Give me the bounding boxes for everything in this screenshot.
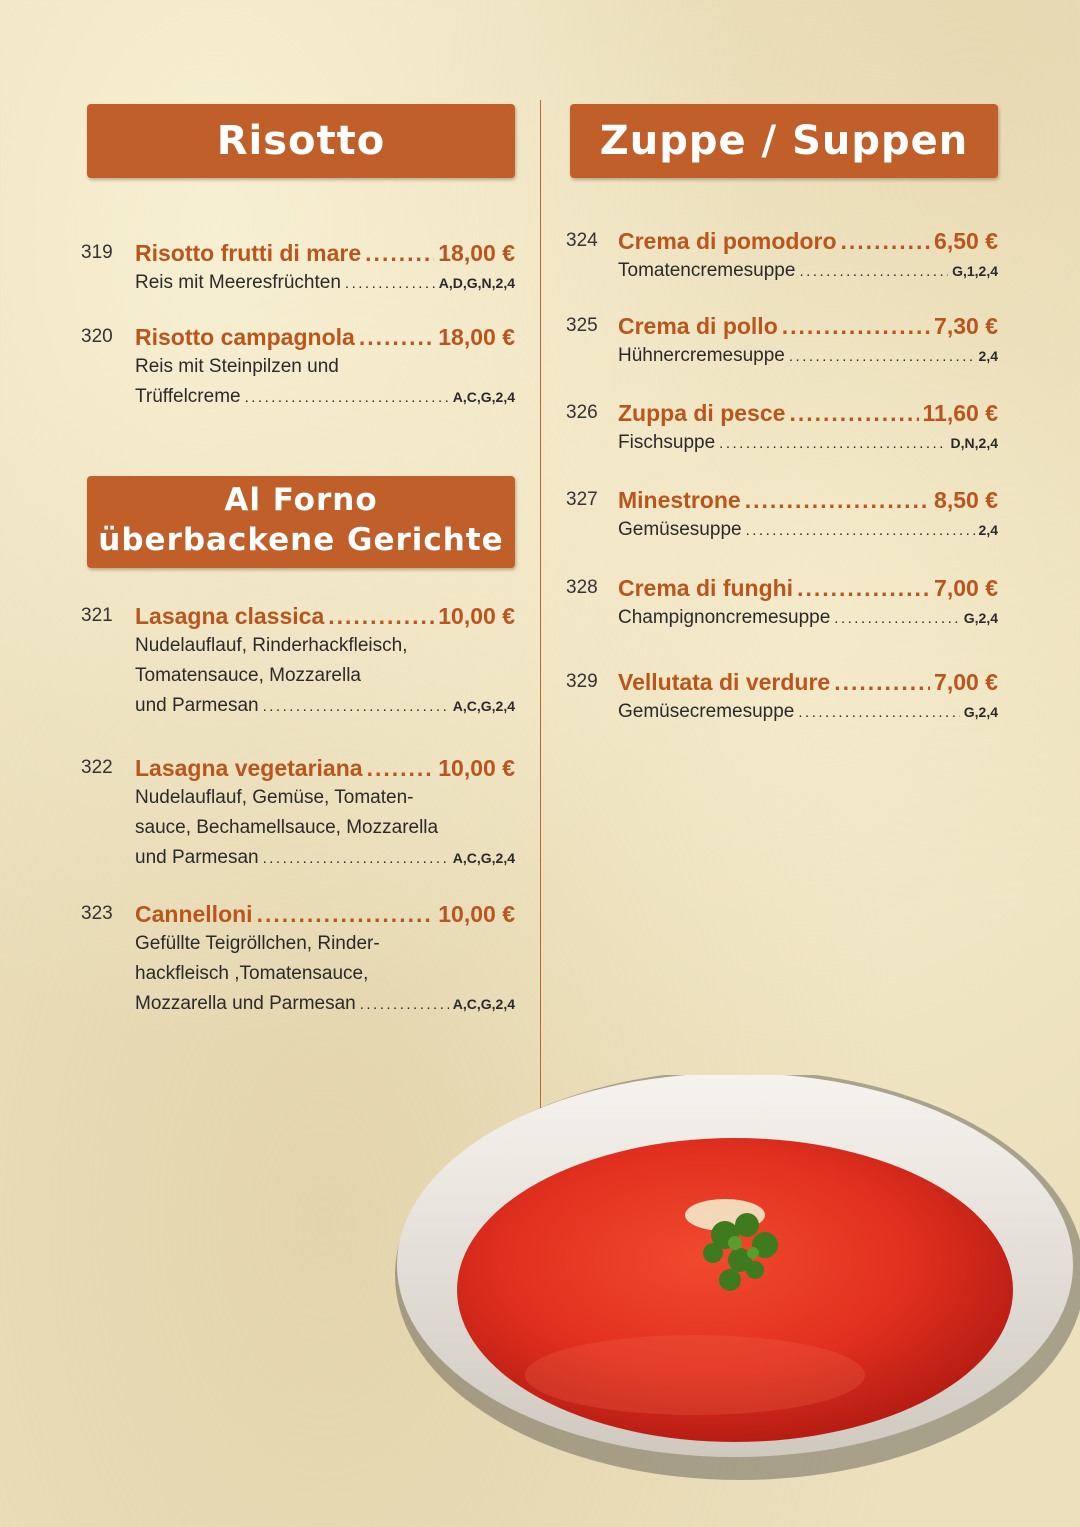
menu-item bbox=[81, 238, 515, 299]
item-number: 326 bbox=[566, 402, 598, 423]
leader-dots bbox=[360, 990, 449, 1020]
item-price: 8,50 € bbox=[934, 487, 998, 513]
item-description: Nudelauflauf, Gemüse, Tomaten- bbox=[135, 787, 414, 808]
item-description: Reis mit Meeresfrüchten bbox=[135, 272, 341, 293]
item-body bbox=[618, 226, 998, 287]
item-name: Lasagna classica bbox=[135, 603, 325, 629]
item-price: 18,00 € bbox=[438, 240, 515, 266]
allergen-codes: G,1,2,4 bbox=[952, 263, 998, 279]
item-name: Minestrone bbox=[618, 487, 741, 513]
item-title-line bbox=[135, 899, 515, 929]
item-description: Gefüllte Teigröllchen, Rinder- bbox=[135, 933, 380, 954]
tomato-soup-bowl-photo bbox=[395, 1075, 1080, 1527]
item-description: Gemüsecremesuppe bbox=[618, 701, 795, 722]
allergen-codes: D,N,2,4 bbox=[950, 435, 998, 451]
menu-item bbox=[566, 485, 998, 546]
item-number: 329 bbox=[566, 671, 598, 692]
item-description-last bbox=[135, 843, 515, 874]
item-description-last bbox=[618, 603, 998, 634]
menu-item bbox=[81, 322, 515, 413]
item-price: 7,30 € bbox=[934, 313, 998, 339]
item-title-line bbox=[135, 753, 515, 783]
item-price: 6,50 € bbox=[934, 228, 998, 254]
menu-item bbox=[566, 573, 998, 634]
item-body bbox=[618, 573, 998, 634]
item-number: 324 bbox=[566, 230, 598, 251]
leader-dots bbox=[359, 322, 434, 352]
leader-dots bbox=[745, 485, 930, 515]
leader-dots bbox=[841, 226, 931, 256]
item-number: 328 bbox=[566, 577, 598, 598]
item-title-line bbox=[618, 226, 998, 256]
item-description-last bbox=[618, 428, 998, 459]
item-name: Crema di pollo bbox=[618, 313, 778, 339]
item-description-last bbox=[135, 268, 515, 299]
risotto-items bbox=[81, 238, 515, 438]
al-forno-subtitle: überbackene Gerichte bbox=[98, 522, 504, 558]
leader-dots bbox=[834, 667, 930, 697]
leader-dots bbox=[799, 257, 948, 287]
suppen-banner: Zuppe / Suppen bbox=[570, 104, 998, 178]
suppen-section bbox=[570, 104, 998, 178]
leader-dots bbox=[328, 601, 434, 631]
item-body bbox=[135, 753, 515, 874]
al-forno-banner bbox=[87, 476, 515, 568]
item-body bbox=[135, 322, 515, 413]
item-description: und Parmesan bbox=[135, 847, 259, 868]
leader-dots bbox=[789, 398, 918, 428]
item-body bbox=[135, 601, 515, 722]
item-title-line bbox=[135, 601, 515, 631]
item-price: 7,00 € bbox=[934, 575, 998, 601]
leader-dots bbox=[746, 516, 975, 546]
item-name: Crema di pomodoro bbox=[618, 228, 837, 254]
item-body bbox=[135, 899, 515, 1020]
allergen-codes: A,C,G,2,4 bbox=[452, 996, 515, 1012]
item-price: 10,00 € bbox=[438, 901, 515, 927]
item-description: Nudelauflauf, Rinderhackfleisch, bbox=[135, 635, 408, 656]
item-name: Risotto frutti di mare bbox=[135, 240, 362, 266]
allergen-codes: 2,4 bbox=[978, 348, 998, 364]
allergen-codes: A,C,G,2,4 bbox=[452, 389, 515, 405]
menu-item bbox=[81, 753, 515, 874]
menu-item bbox=[566, 226, 998, 287]
item-title-line bbox=[618, 667, 998, 697]
item-number: 325 bbox=[566, 315, 598, 336]
item-description: Reis mit Steinpilzen und bbox=[135, 356, 339, 377]
item-number: 320 bbox=[81, 326, 113, 347]
leader-dots bbox=[797, 573, 930, 603]
item-name: Zuppa di pesce bbox=[618, 400, 786, 426]
item-description: Tomatencremesuppe bbox=[618, 260, 796, 281]
item-number: 321 bbox=[81, 605, 113, 626]
item-body bbox=[135, 238, 515, 299]
leader-dots bbox=[789, 342, 975, 372]
item-description: Tomatensauce, Mozzarella bbox=[135, 665, 361, 686]
item-description: Gemüsesuppe bbox=[618, 519, 742, 540]
risotto-banner: Risotto bbox=[87, 104, 515, 178]
allergen-codes: A,D,G,N,2,4 bbox=[438, 275, 515, 291]
leader-dots bbox=[245, 383, 449, 413]
item-title-line bbox=[618, 398, 998, 428]
item-description: Champignoncremesuppe bbox=[618, 607, 831, 628]
item-title-line bbox=[135, 322, 515, 352]
leader-dots bbox=[263, 844, 449, 874]
item-name: Lasagna vegetariana bbox=[135, 755, 363, 781]
allergen-codes: G,2,4 bbox=[963, 610, 998, 626]
allergen-codes: A,C,G,2,4 bbox=[452, 698, 515, 714]
al-forno-title: Al Forno bbox=[224, 482, 378, 518]
al-forno-section bbox=[87, 476, 515, 568]
item-title-line bbox=[618, 573, 998, 603]
leader-dots bbox=[834, 604, 959, 634]
item-title-line bbox=[135, 238, 515, 268]
item-description-last bbox=[618, 697, 998, 728]
item-description: Trüffelcreme bbox=[135, 386, 241, 407]
item-title-line bbox=[618, 485, 998, 515]
menu-item bbox=[566, 311, 998, 372]
suppen-items bbox=[566, 226, 998, 746]
item-description-last bbox=[135, 989, 515, 1020]
item-description: hackfleisch ,Tomatensauce, bbox=[135, 963, 369, 984]
item-body bbox=[618, 398, 998, 459]
menu-item bbox=[566, 667, 998, 728]
item-description: Fischsuppe bbox=[618, 432, 716, 453]
item-description-last bbox=[135, 691, 515, 722]
item-price: 7,00 € bbox=[934, 669, 998, 695]
item-description-last bbox=[618, 515, 998, 546]
item-number: 323 bbox=[81, 903, 113, 924]
item-number: 319 bbox=[81, 242, 113, 263]
leader-dots bbox=[719, 429, 946, 459]
item-price: 10,00 € bbox=[438, 603, 515, 629]
leader-dots bbox=[367, 753, 435, 783]
al-forno-items bbox=[81, 601, 515, 1041]
leader-dots bbox=[345, 269, 435, 299]
menu-item bbox=[81, 899, 515, 1020]
item-description-last bbox=[135, 382, 515, 413]
leader-dots bbox=[257, 899, 435, 929]
leader-dots bbox=[798, 698, 959, 728]
item-name: Risotto campagnola bbox=[135, 324, 355, 350]
leader-dots bbox=[365, 238, 434, 268]
item-name: Vellutata di verdure bbox=[618, 669, 831, 695]
item-price: 18,00 € bbox=[438, 324, 515, 350]
item-description: sauce, Bechamellsauce, Mozzarella bbox=[135, 817, 439, 838]
item-description-last bbox=[618, 341, 998, 372]
item-description-last bbox=[618, 256, 998, 287]
risotto-section bbox=[87, 104, 515, 178]
item-description: Mozzarella und Parmesan bbox=[135, 993, 356, 1014]
allergen-codes: A,C,G,2,4 bbox=[452, 850, 515, 866]
column-divider bbox=[540, 100, 541, 1110]
item-description: und Parmesan bbox=[135, 695, 259, 716]
allergen-codes: 2,4 bbox=[978, 522, 998, 538]
item-description: Hühnercremesuppe bbox=[618, 345, 785, 366]
item-number: 322 bbox=[81, 757, 113, 778]
item-body bbox=[618, 311, 998, 372]
menu-item bbox=[81, 601, 515, 722]
item-name: Cannelloni bbox=[135, 901, 253, 927]
allergen-codes: G,2,4 bbox=[963, 704, 998, 720]
leader-dots bbox=[263, 692, 449, 722]
item-body bbox=[618, 485, 998, 546]
item-body bbox=[618, 667, 998, 728]
item-title-line bbox=[618, 311, 998, 341]
item-price: 11,60 € bbox=[922, 400, 998, 426]
item-name: Crema di funghi bbox=[618, 575, 794, 601]
item-price: 10,00 € bbox=[438, 755, 515, 781]
leader-dots bbox=[782, 311, 930, 341]
menu-item bbox=[566, 398, 998, 459]
item-number: 327 bbox=[566, 489, 598, 510]
